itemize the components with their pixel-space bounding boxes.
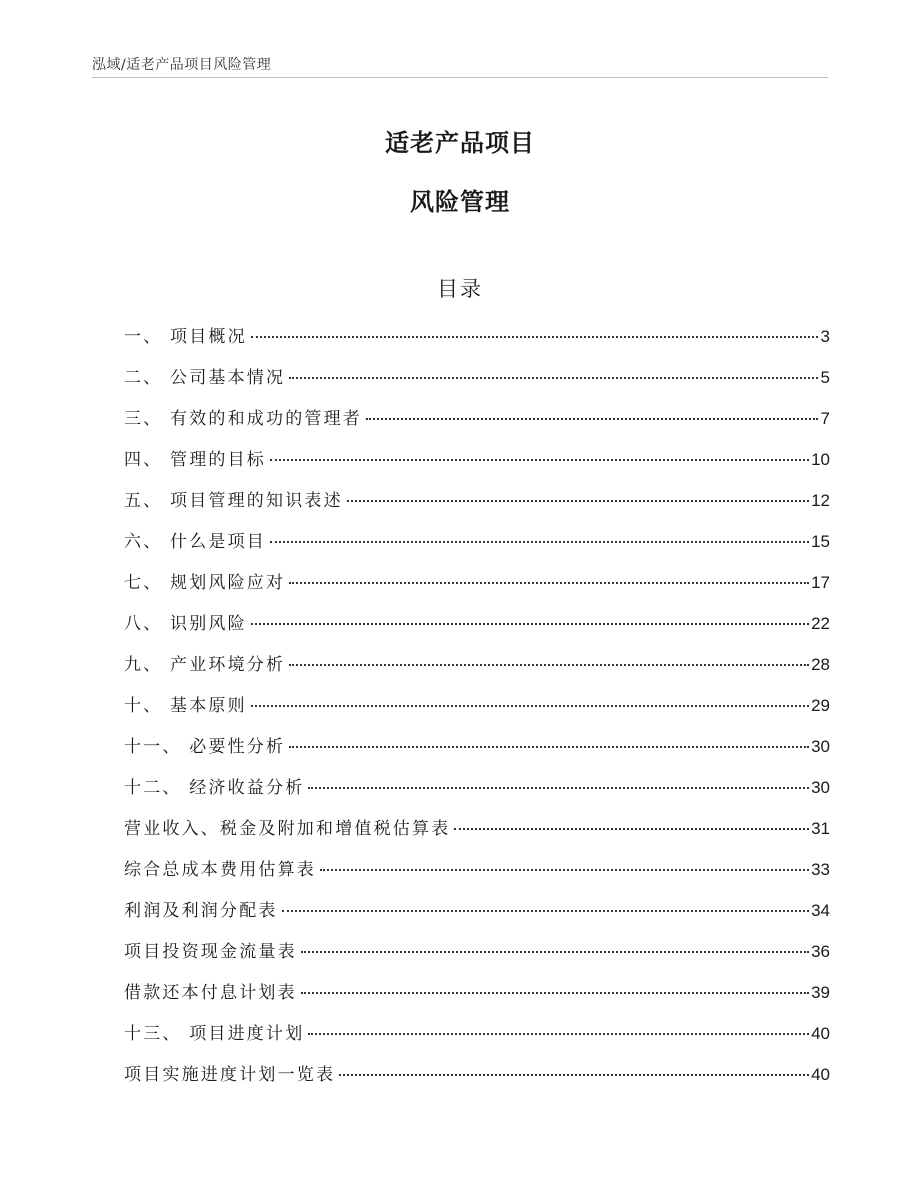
toc-entry-page-number: 31 xyxy=(811,819,830,838)
toc-dot-leader xyxy=(289,663,809,666)
toc-entry[interactable] xyxy=(124,363,830,404)
toc-entry-page-number: 22 xyxy=(811,614,830,633)
toc-entry[interactable] xyxy=(124,732,830,773)
document-title-line-1: 适老产品项目 xyxy=(385,129,535,157)
toc-entry-label: 项目投资现金流量表 xyxy=(124,942,297,962)
toc-dot-leader xyxy=(347,499,809,502)
toc-entry[interactable] xyxy=(124,568,830,609)
toc-dot-leader xyxy=(251,335,818,338)
toc-entry-page-number: 30 xyxy=(811,778,830,797)
toc-entry-page-number: 7 xyxy=(820,409,830,428)
toc-dot-leader xyxy=(270,458,809,461)
toc-entry[interactable] xyxy=(124,937,830,978)
toc-entry[interactable] xyxy=(124,404,830,445)
toc-dot-leader xyxy=(366,417,818,420)
toc-entry-page-number: 10 xyxy=(811,450,830,469)
toc-entry-label: 利润及利润分配表 xyxy=(124,901,278,921)
table-of-contents xyxy=(124,322,830,1101)
toc-entry[interactable] xyxy=(124,650,830,691)
toc-entry-label: 借款还本付息计划表 xyxy=(124,983,297,1003)
toc-dot-leader xyxy=(454,827,809,830)
toc-entry[interactable] xyxy=(124,896,830,937)
toc-dot-leader xyxy=(270,540,809,543)
toc-dot-leader xyxy=(308,1032,809,1035)
toc-entry-page-number: 3 xyxy=(820,327,830,346)
toc-entry[interactable] xyxy=(124,773,830,814)
toc-entry-label: 十三、 项目进度计划 xyxy=(124,1024,305,1044)
toc-entry-page-number: 29 xyxy=(811,696,830,715)
toc-entry-label: 五、 项目管理的知识表述 xyxy=(124,491,343,511)
toc-entry[interactable] xyxy=(124,1060,830,1101)
toc-entry[interactable] xyxy=(124,1019,830,1060)
toc-entry-page-number: 39 xyxy=(811,983,830,1002)
toc-entry-label: 综合总成本费用估算表 xyxy=(124,860,316,880)
toc-entry-page-number: 5 xyxy=(820,368,830,387)
toc-entry[interactable] xyxy=(124,322,830,363)
toc-entry[interactable] xyxy=(124,978,830,1019)
toc-entry[interactable] xyxy=(124,486,830,527)
toc-entry-page-number: 17 xyxy=(811,573,830,592)
toc-entry-label: 七、 规划风险应对 xyxy=(124,573,286,593)
toc-entry-label: 三、 有效的和成功的管理者 xyxy=(124,409,363,429)
toc-dot-leader xyxy=(289,581,809,584)
toc-entry-label: 四、 管理的目标 xyxy=(124,450,267,470)
toc-entry-page-number: 40 xyxy=(811,1065,830,1084)
toc-dot-leader xyxy=(339,1073,809,1076)
toc-entry-page-number: 34 xyxy=(811,901,830,920)
toc-entry[interactable] xyxy=(124,609,830,650)
toc-entry-label: 一、 项目概况 xyxy=(124,327,247,347)
toc-entry-page-number: 33 xyxy=(811,860,830,879)
toc-dot-leader xyxy=(289,745,809,748)
toc-dot-leader xyxy=(282,909,809,912)
toc-entry-page-number: 36 xyxy=(811,942,830,961)
toc-entry-label: 二、 公司基本情况 xyxy=(124,368,286,388)
toc-entry-label: 九、 产业环境分析 xyxy=(124,655,286,675)
toc-entry-page-number: 28 xyxy=(811,655,830,674)
toc-entry-label: 十、 基本原则 xyxy=(124,696,247,716)
toc-entry-label: 项目实施进度计划一览表 xyxy=(124,1065,336,1085)
toc-entry-page-number: 30 xyxy=(811,737,830,756)
toc-dot-leader xyxy=(308,786,809,789)
toc-entry-label: 六、 什么是项目 xyxy=(124,532,267,552)
document-title-line-2: 风险管理 xyxy=(410,188,510,216)
toc-dot-leader xyxy=(251,704,809,707)
toc-entry-label: 十二、 经济收益分析 xyxy=(124,778,305,798)
toc-entry-label: 八、 识别风险 xyxy=(124,614,247,634)
header-divider xyxy=(92,77,828,78)
toc-entry[interactable] xyxy=(124,814,830,855)
toc-dot-leader xyxy=(301,991,809,994)
toc-entry-page-number: 40 xyxy=(811,1024,830,1043)
toc-entry[interactable] xyxy=(124,445,830,486)
toc-entry-page-number: 15 xyxy=(811,532,830,551)
running-header: 泓域/适老产品项目风险管理 xyxy=(92,57,272,73)
toc-entry[interactable] xyxy=(124,855,830,896)
toc-entry[interactable] xyxy=(124,527,830,568)
toc-entry-label: 十一、 必要性分析 xyxy=(124,737,286,757)
toc-dot-leader xyxy=(301,950,809,953)
toc-entry[interactable] xyxy=(124,691,830,732)
toc-heading: 目录 xyxy=(437,277,483,301)
toc-dot-leader xyxy=(251,622,809,625)
toc-entry-label: 营业收入、税金及附加和增值税估算表 xyxy=(124,819,451,839)
toc-dot-leader xyxy=(289,376,818,379)
toc-dot-leader xyxy=(320,868,809,871)
toc-entry-page-number: 12 xyxy=(811,491,830,510)
